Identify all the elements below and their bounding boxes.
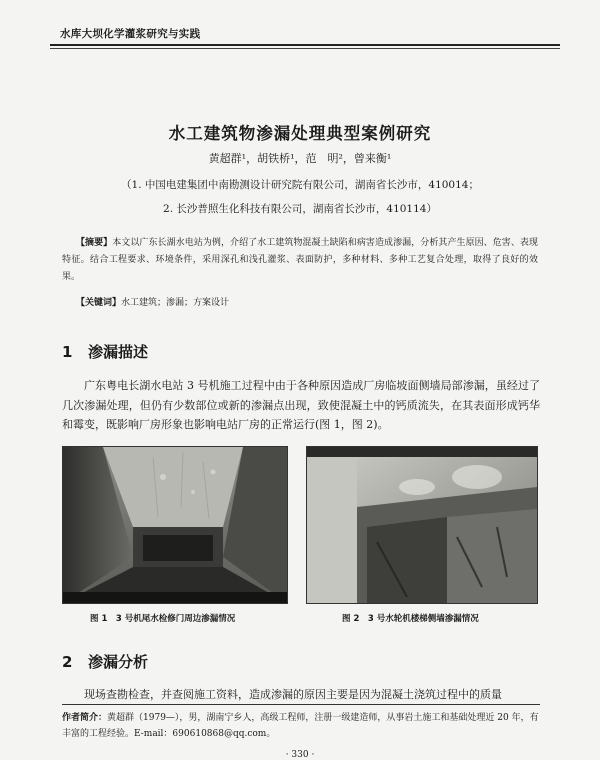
footnote-text: 黄超群（1979—），男，湖南宁乡人，高级工程师，注册一级建造师，从事岩土施工和基础处理近 20 年，有丰富的工程经验。E-mail：690610868@qq.com。: [62, 713, 539, 739]
header-rule: [50, 44, 560, 46]
affiliation-2: 2. 长沙普照生化科技有限公司，湖南省长沙市，410114）: [163, 203, 437, 215]
abstract: [62, 235, 538, 286]
figure-2-photo: [306, 446, 538, 604]
section-2-paragraph: 现场查勘检查，并查阅施工资料，造成渗漏的原因主要是因为混凝土浇筑过程中的质量: [84, 688, 502, 701]
section-number: 2: [62, 653, 73, 671]
affiliation-1: （1. 中国电建集团中南勘测设计研究院有限公司，湖南省长沙市，410014；: [121, 179, 479, 191]
running-header: 水库大坝化学灌浆研究与实践: [60, 28, 201, 40]
figure-1-photo: [62, 446, 288, 604]
footnote-rule: [62, 704, 540, 705]
keywords-text: 水工建筑；渗漏；方案设计: [121, 298, 230, 308]
paper-title: 水工建筑物渗漏处理典型案例研究: [168, 124, 432, 143]
keywords: [76, 295, 536, 308]
author-list: 黄超群¹，胡铁桥¹，范 明²，曾来衡¹: [208, 152, 392, 165]
section-heading-1: [62, 341, 148, 362]
abstract-label: 【摘要】: [76, 238, 113, 248]
header-rule-thin: [50, 48, 560, 49]
abstract-text: 本文以广东长湖水电站为例，介绍了水工建筑物混凝土缺陷和病害造成渗漏，分析其产生原因、危害、表现特征。结合工程要求、环境条件，采用深孔和浅孔灌浆、表面防护，多种材料、多种工艺复合处理，取得了良好的效果。: [62, 238, 538, 282]
figure-1-caption: 图 1 3 号机尾水检修门周边渗漏情况: [90, 614, 236, 624]
footnote-label: 作者简介：: [62, 713, 108, 723]
figure-2-caption: 图 2 3 号水轮机楼梯侧墙渗漏情况: [342, 614, 479, 624]
section-1-paragraph: 广东粤电长湖水电站 3 号机施工过程中由于各种原因造成厂房临坡面侧墙局部渗漏，虽经过了几次渗漏处理，但仍有少数部位或新的渗漏点出现，致使混凝土中的钙质流失，在其表面形成钙华和霉变，既影响厂房形象也影响电站厂房的正常运行(图 1，图 2)。: [62, 379, 540, 431]
keywords-label: 【关键词】: [76, 298, 122, 308]
section-heading-2: [62, 651, 148, 672]
section-title: 渗漏分析: [88, 653, 149, 671]
author-footnote: [62, 710, 540, 742]
page-number: · 330 ·: [285, 750, 315, 760]
section-number: 1: [62, 343, 73, 361]
section-title: 渗漏描述: [88, 343, 149, 361]
